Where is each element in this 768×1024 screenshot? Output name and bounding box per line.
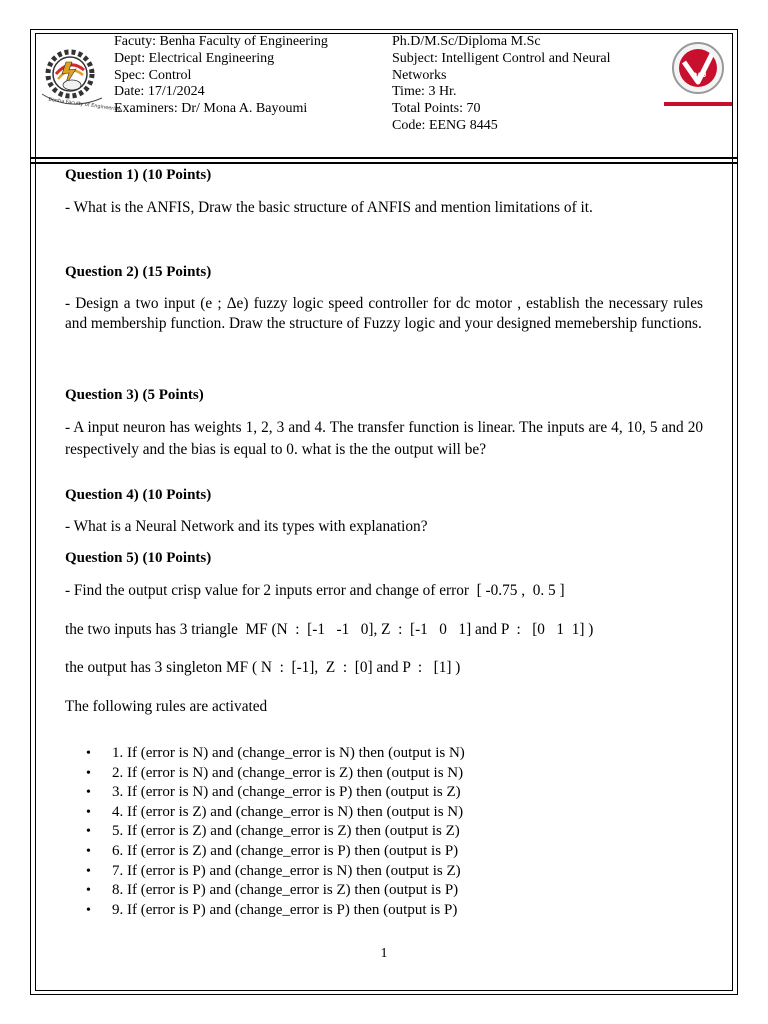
- question-5-title: Question 5) (10 Points): [65, 550, 212, 566]
- header-divider-thick: [30, 157, 738, 159]
- department-line: Dept: Electrical Engineering: [114, 50, 275, 66]
- fuzzy-rules-list: [86, 744, 465, 920]
- rule-item: • 7. If (error is P) and (change_error is N) then (output is Z): [86, 862, 465, 882]
- page-number: 1: [380, 946, 388, 961]
- gear-logo-icon: [36, 44, 122, 113]
- question-3-title: Question 3) (5 Points): [65, 387, 204, 403]
- examiners-line: Examiners: Dr/ Mona A. Bayoumi: [114, 101, 308, 117]
- rule-item: • 6. If (error is Z) and (change_error is P) then (output is P): [86, 842, 465, 862]
- faculty-line: Facuty: Benha Faculty of Engineering: [114, 34, 328, 49]
- question-4-title: Question 4) (10 Points): [65, 487, 212, 503]
- time-line: Time: 3 Hr.: [392, 84, 457, 100]
- qau-logo-icon: [662, 38, 734, 110]
- header-exam-info: [114, 34, 384, 118]
- date-line: Date: 17/1/2024: [114, 84, 205, 100]
- header-divider-thin: [30, 162, 738, 164]
- specialization-line: Spec: Control: [114, 67, 192, 83]
- question-3-text: - A input neuron has weights 1, 2, 3 and 4. The transfer function is linear. The inputs are 4, 10, 5 and 20 respectively and the bias is equal to 0. what is the the output will be?: [65, 419, 703, 458]
- question-5-text-line-1: - Find the output crisp value for 2 inputs error and change of error [ -0.75 , 0. 5 ]: [65, 582, 565, 599]
- question-2-text: - Design a two input (e ; Δe) fuzzy logic speed controller for dc motor , establish the necessary rules and membership function. Draw the structure of Fuzzy logic and your designed memebership functions.: [65, 295, 703, 332]
- subject-line: Subject: Intelligent Control and Neural Networks: [392, 50, 611, 83]
- rule-item: • 3. If (error is N) and (change_error is P) then (output is Z): [86, 783, 465, 803]
- rule-item: • 5. If (error is Z) and (change_error is Z) then (output is Z): [86, 822, 465, 842]
- question-1-text: - What is the ANFIS, Draw the basic structure of ANFIS and mention limitations of it.: [65, 199, 593, 216]
- question-5-text-line-3: the output has 3 singleton MF ( N : [-1], Z : [0] and P : [1] ): [65, 659, 461, 676]
- header-course-info: [392, 34, 642, 135]
- rule-item: • 8. If (error is P) and (change_error is Z) then (output is P): [86, 881, 465, 901]
- rule-item: • 2. If (error is N) and (change_error is Z) then (output is N): [86, 764, 465, 784]
- university-logo: [662, 38, 734, 110]
- course-code-line: Code: EENG 8445: [392, 117, 498, 133]
- total-points-line: Total Points: 70: [392, 101, 481, 117]
- svg-text:Benha Faculty of Engineering: Benha Faculty of Engineering: [47, 96, 122, 113]
- faculty-logo: [36, 44, 122, 113]
- svg-text:QAU: QAU: [692, 72, 707, 79]
- question-2-title: Question 2) (15 Points): [65, 264, 212, 280]
- rule-item: • 1. If (error is N) and (change_error is N) then (output is N): [86, 744, 465, 764]
- question-5-text-line-4: The following rules are activated: [65, 698, 268, 715]
- degree-line: Ph.D/M.Sc/Diploma M.Sc: [392, 34, 541, 49]
- rule-item: • 4. If (error is Z) and (change_error is N) then (output is N): [86, 803, 465, 823]
- question-1-title: Question 1) (10 Points): [65, 167, 212, 183]
- question-4-text: - What is a Neural Network and its types with explanation?: [65, 518, 428, 535]
- rule-item: • 9. If (error is P) and (change_error is P) then (output is P): [86, 901, 465, 921]
- question-5-text-line-2: the two inputs has 3 triangle MF (N : [-1 -1 0], Z : [-1 0 1] and P : [0 1 1] ): [65, 621, 594, 638]
